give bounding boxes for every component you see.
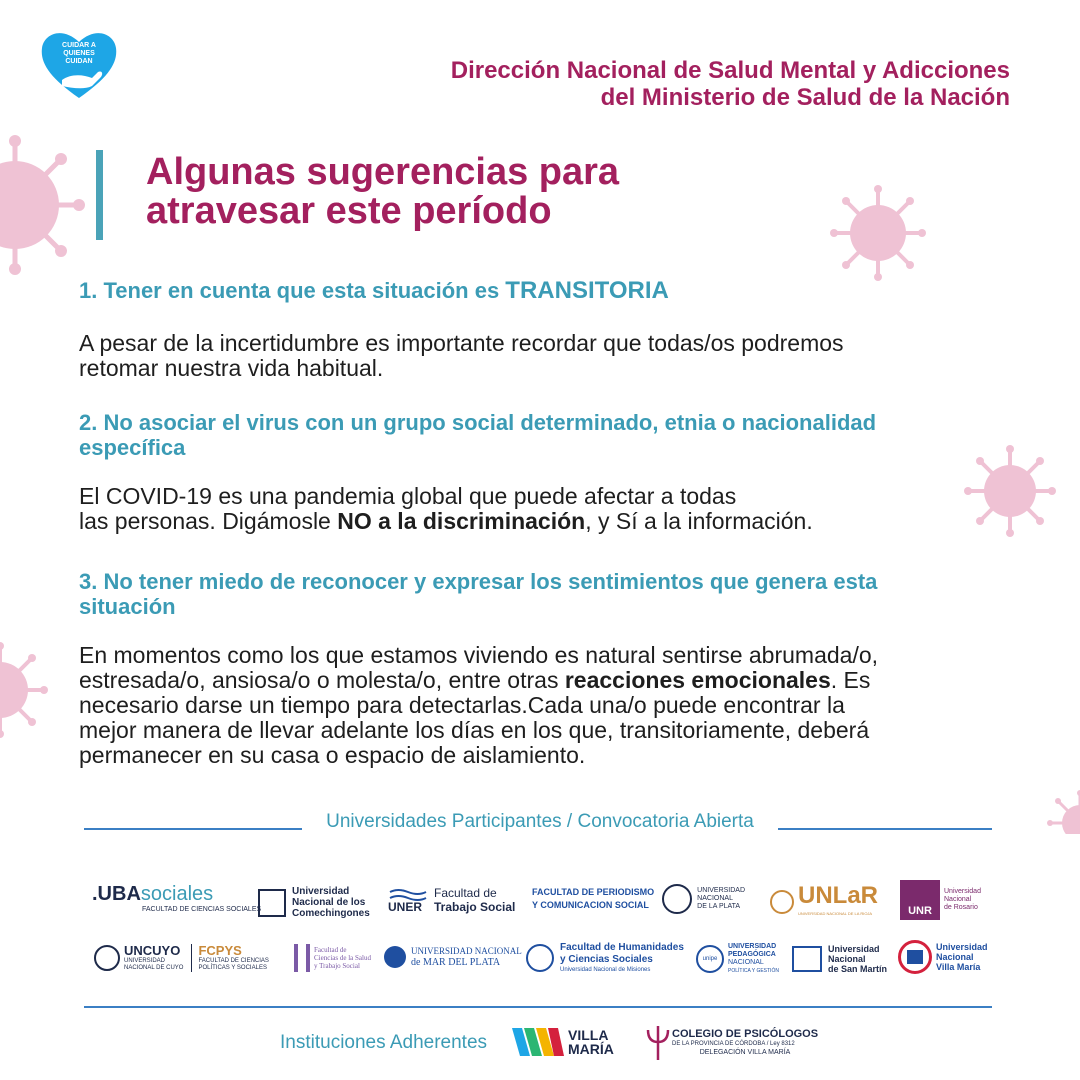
suggestion-1-title-emphasis: TRANSITORIA	[505, 277, 669, 304]
unsam-l3: de San Martín	[828, 964, 888, 974]
institutions-divider	[84, 1006, 992, 1008]
unlp-r2: NACIONAL	[697, 895, 733, 902]
universities-label: Universidades Participantes / Convocatoria Abierta	[326, 811, 754, 832]
suggestion-2-title-line-1: 2. No asociar el virus con un grupo social determinado, etnia o nacionalidad	[79, 410, 877, 435]
suggestion-2-title-line-2: específica	[79, 435, 186, 460]
title-accent-bar	[96, 150, 103, 240]
suggestion-3-body-text-end: . Es	[830, 667, 871, 693]
suggestion-1-body	[79, 331, 969, 381]
villa-maria-stripes-icon	[510, 1024, 566, 1060]
logo-unsl-salud	[294, 944, 371, 972]
unsl-mark-icon	[294, 944, 310, 972]
unipe-mark: unipe	[702, 955, 718, 962]
unam-l1: Facultad de Humanidades	[560, 942, 684, 953]
logo-unvm	[898, 940, 988, 974]
logo-uncuyo	[94, 944, 269, 972]
suggestion-1-body-line-1: A pesar de la incertidumbre es importante recordar que todas/os podremos	[79, 330, 844, 356]
suggestion-3-title-line-1: 3. No tener miedo de reconocer y expresar los sentimientos que genera esta	[79, 569, 878, 594]
unvm-l3: Villa María	[936, 962, 981, 972]
unipe-l1: UNIVERSIDAD	[728, 943, 777, 950]
suggestion-1-title	[79, 278, 969, 303]
suggestion-1-body-line-2: retomar nuestra vida habitual.	[79, 355, 384, 381]
unmdp-l2: de MAR DEL PLATA	[411, 957, 501, 968]
suggestion-2	[79, 410, 969, 534]
logo-unc-comechingones	[258, 886, 370, 919]
unlar-seal-icon	[770, 890, 794, 914]
unsl-l3: y Trabajo Social	[314, 962, 360, 970]
unvm-l1: Universidad	[936, 942, 988, 952]
unsl-l2: Ciencias de la Salud	[314, 954, 371, 962]
unlp-l1: FACULTAD DE PERIODISMO	[532, 887, 655, 897]
uner-l2: Trabajo Social	[434, 900, 516, 914]
uner-abbr: UNER	[388, 899, 423, 914]
unr-abbr: UNR	[908, 905, 932, 917]
unmdp-globe-icon	[384, 946, 406, 968]
comechingones-mark-icon	[258, 889, 286, 917]
suggestion-3-body-line-4: mejor manera de llevar adelante los días en los que, transitoriamente, deberá	[79, 717, 870, 743]
unipe-l3: NACIONAL	[728, 959, 764, 966]
logo-uba-sociales	[92, 884, 261, 915]
suggestion-2-body-text-end: , y Sí a la información.	[585, 508, 813, 534]
suggestion-2-body-line-1: El COVID-19 es una pandemia global que puede afectar a todas	[79, 483, 737, 509]
uncuyo-fcpys: FCPYS	[198, 943, 242, 958]
logo-unlar	[770, 884, 878, 919]
virus-decoration-left-top	[0, 130, 90, 280]
unsam-l1: Universidad	[828, 944, 880, 954]
uncuyo-l1: UNIVERSIDAD	[124, 958, 166, 964]
unam-l2: y Ciencias Sociales	[560, 954, 653, 965]
unlar-text: UNLaR	[798, 882, 879, 909]
comechingones-l3: Comechingones	[292, 908, 370, 919]
org-line-2: del Ministerio de Salud de la Nación	[600, 84, 1010, 111]
virus-decoration-right-top	[828, 183, 928, 283]
organization-header	[451, 57, 1010, 111]
suggestion-1-title-text: 1. Tener en cuenta que esta situación es	[79, 278, 506, 303]
unsam-book-icon	[792, 946, 822, 972]
uncuyo-seal-icon	[94, 945, 120, 971]
logo-unipe	[696, 943, 779, 975]
unr-l2: Nacional	[944, 896, 972, 903]
comechingones-l1: Universidad	[292, 886, 350, 897]
institutions-label: Instituciones Adherentes	[280, 1032, 488, 1053]
suggestion-3-body-line-2	[79, 668, 969, 693]
suggestion-3-body-line-1: En momentos como los que estamos viviendo es natural sentirse abrumada/o,	[79, 642, 879, 668]
title-line-2: atravesar este período	[146, 190, 552, 232]
uner-l1: Facultad de	[434, 886, 497, 900]
uncuyo-f1: FACULTAD DE CIENCIAS	[198, 958, 269, 964]
colegio-l2: DE LA PROVINCIA DE CÓRDOBA / Ley 8312	[672, 1041, 795, 1047]
logo-uner	[388, 886, 515, 914]
unsam-l2: Nacional	[828, 954, 866, 964]
unipe-l2: PEDAGÓGICA	[728, 951, 776, 958]
logo-unmdp	[384, 946, 522, 968]
suggestion-3	[79, 569, 969, 768]
unr-l1: Universidad	[944, 888, 981, 895]
suggestion-2-body-emphasis: NO a la discriminación	[337, 508, 586, 534]
logo-colegio-psicologos	[644, 1024, 818, 1062]
suggestion-3-body	[79, 643, 969, 768]
suggestion-2-title	[79, 410, 969, 460]
suggestion-3-body-emphasis: reacciones emocionales	[564, 667, 831, 693]
unvm-seal-icon	[898, 940, 932, 974]
unam-l3: Universidad Nacional de Misiones	[560, 967, 651, 973]
suggestion-2-body	[79, 484, 969, 534]
title-line-1: Algunas sugerencias para	[146, 151, 620, 193]
logo-unlp-periodismo	[532, 884, 745, 914]
org-line-1: Dirección Nacional de Salud Mental y Adicciones	[450, 57, 1010, 84]
unlp-r3: DE LA PLATA	[697, 903, 741, 910]
suggestion-3-title	[79, 569, 969, 619]
unlp-seal-icon	[662, 884, 692, 914]
unvm-l2: Nacional	[936, 952, 974, 962]
suggestion-2-body-line-2	[79, 509, 969, 534]
suggestion-2-body-text: las personas. Digámosle	[79, 508, 338, 534]
logo-unam-humanidades	[526, 942, 684, 974]
colegio-l1: COLEGIO DE PSICÓLOGOS	[672, 1028, 819, 1040]
unam-seal-icon	[526, 944, 554, 972]
colegio-l3: DELEGACIÓN VILLA MARÍA	[699, 1049, 791, 1056]
comechingones-l2: Nacional de los	[292, 897, 366, 908]
suggestion-1	[79, 278, 969, 381]
logo-unr	[900, 880, 981, 920]
unlp-l2: Y COMUNICACION SOCIAL	[532, 900, 649, 910]
unmdp-l1: UNIVERSIDAD NACIONAL	[411, 946, 522, 956]
logo-villa-maria	[510, 1024, 614, 1060]
villa-maria-l2: MARÍA	[568, 1041, 614, 1057]
unlar-sub: UNIVERSIDAD NACIONAL DE LA RIOJA	[798, 911, 873, 916]
psi-symbol-icon	[644, 1024, 672, 1062]
heart-logo-text: CUIDAR A QUIENES CUIDAN	[62, 42, 96, 65]
villa-maria-l1: VILLA	[568, 1027, 609, 1043]
page-title	[146, 153, 619, 231]
unipe-circle-icon	[696, 945, 724, 973]
logo-unsam	[792, 944, 887, 974]
virus-decoration-right-mid	[962, 443, 1058, 539]
uncuyo-l2: NACIONAL DE CUYO	[124, 965, 184, 971]
uncuyo-main: UNCUYO	[124, 943, 181, 958]
unr-l3: de Rosario	[944, 904, 978, 911]
suggestion-3-title-line-2: situación	[79, 594, 176, 619]
suggestion-3-body-line-3: necesario darse un tiempo para detectarlas.Cada una/o puede encontrar la	[79, 692, 845, 718]
uba-main: .UBA	[92, 883, 141, 905]
unipe-l4: POLÍTICA Y GESTIÓN	[728, 968, 779, 974]
suggestion-3-body-text: estresada/o, ansiosa/o o molesta/o, entre otras	[79, 667, 565, 693]
uncuyo-f2: POLÍTICAS Y SOCIALES	[198, 965, 267, 971]
uba-sub: FACULTAD DE CIENCIAS SOCIALES	[142, 906, 262, 913]
virus-decoration-left-bottom	[0, 640, 50, 740]
unlp-r1: UNIVERSIDAD	[697, 887, 746, 894]
unsl-l1: Facultad de	[314, 946, 347, 954]
uba-light: sociales	[140, 883, 214, 905]
suggestion-3-body-line-5: permanecer en su casa o espacio de aislamiento.	[79, 742, 586, 768]
unr-mark	[900, 880, 940, 920]
